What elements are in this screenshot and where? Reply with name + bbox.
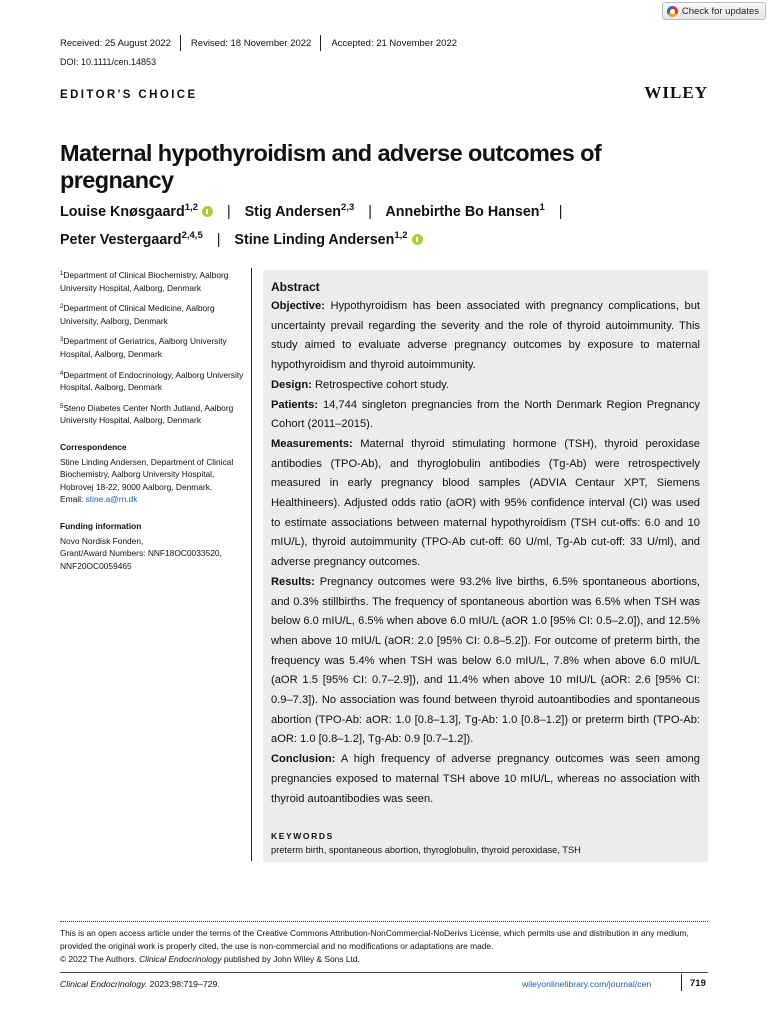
author-separator: | <box>216 232 221 248</box>
author-name[interactable]: Stig Andersen <box>244 204 342 220</box>
received-date: Received: 25 August 2022 <box>60 38 171 49</box>
author-line-2 <box>60 224 720 252</box>
affiliation-text: Steno Diabetes Center North Jutland, Aalborg University Hospital, Aalborg, Denmark <box>60 402 234 426</box>
keywords-heading: KEYWORDS <box>271 831 334 842</box>
author-list <box>60 196 720 252</box>
footer-bottom-divider <box>60 972 708 973</box>
journal-url-link[interactable]: wileyonlinelibrary.com/journal/cen <box>522 979 652 989</box>
page-number-divider <box>681 974 682 991</box>
abstract-section-text: Retrospective cohort study. <box>314 378 450 391</box>
author-separator: | <box>226 204 231 220</box>
funding-line: Novo Nordisk Fonden, <box>60 535 144 546</box>
author-affiliation-ref: 2,3 <box>341 202 355 213</box>
article-dates <box>60 38 466 51</box>
affiliation <box>60 368 248 394</box>
section-label: EDITOR'S CHOICE <box>60 89 198 101</box>
column-divider <box>251 268 252 861</box>
author-separator: | <box>368 204 372 220</box>
abstract-section <box>271 750 700 809</box>
abstract-heading: Abstract <box>271 280 320 294</box>
abstract-section <box>271 573 700 750</box>
affiliation-text: Department of Endocrinology, Aalborg University Hospital, Aalborg, Denmark <box>60 369 244 393</box>
author-name[interactable]: Stine Linding Andersen <box>234 232 395 248</box>
affiliation-number: 2 <box>60 304 64 311</box>
funding-heading: Funding information <box>60 520 142 531</box>
footer-divider <box>60 921 708 922</box>
affiliation-text: Department of Geriatrics, Aalborg University Hospital, Aalborg, Denmark <box>60 336 227 359</box>
abstract-section-label: Results: <box>271 575 315 588</box>
abstract-body <box>271 297 700 809</box>
publisher-logo: WILEY <box>644 83 708 102</box>
affiliation-text: Department of Clinical Medicine, Aalborg University, Aalborg, Denmark <box>60 303 215 326</box>
abstract-section-label: Measurements: <box>271 437 353 450</box>
page-number: 719 <box>690 978 706 989</box>
author-affiliation-ref: 1,2 <box>394 230 408 241</box>
crossmark-icon <box>667 6 678 17</box>
author-line-1 <box>60 196 720 224</box>
abstract-section-text: Pregnancy outcomes were 93.2% live births, 6.5% spontaneous abortions, and 0.3% stillbirths. The frequency of spontaneous abortion was 6.5% when TSH was below 6.0 mIU/L, 6.5% when above 6.0 mIU/L (aOR 1.0 [95% CI: 0.5–2.0]), and 12.5% when above 10 mIU/L (aOR: 2.0 [95% CI: 0.8–5.2]). For outcome of preterm birth, the frequency was 5.4% when TSH was below 6.0 mIU/L, 7.8% when above 6.0 mIU/L (aOR 1.5 [95% CI: 0.7–2.9]), and 11.4% when above 10 mIU/L (aOR: 2.6 [95% CI: 0.9–7.3]). No association was found between thyroid autoantibodies and spontaneous abortion (TPO-Ab: aOR: 1.0 [0.8–1.3], Tg-Ab: 1.0 [0.8–1.2]) or preterm birth (TPO-Ab: aOR: 1.0 [0.8–1.2], Tg-Ab: 0.9 [0.7–1.2]). <box>271 575 700 746</box>
abstract-section-text: A high frequency of adverse pregnancy outcomes was seen among pregnancies exposed to maternal TSH above 10 mIU/L, whereas no association with thyroid autoantibodies was seen. <box>271 753 700 805</box>
abstract-section <box>271 396 700 435</box>
author-affiliation-ref: 1,2 <box>184 202 198 213</box>
author-name[interactable]: Peter Vestergaard <box>60 232 182 248</box>
affiliation <box>60 334 248 360</box>
correspondence-email <box>60 493 248 506</box>
abstract-section-label: Design: <box>271 378 312 391</box>
license-notice <box>60 927 710 966</box>
abstract-section-label: Patients: <box>271 398 319 411</box>
license-text: This is an open access article under the terms of the Creative Commons Attribution-NonCommercial-NoDerivs License, which permits use and distribution in any medium, provided the original work is properly cited, the use is non-commercial and no modifications or adaptations are made. <box>60 928 689 951</box>
journal-citation <box>60 979 220 989</box>
author-affiliation-ref: 2,4,5 <box>181 230 203 241</box>
abstract-section <box>271 435 700 573</box>
doi[interactable]: DOI: 10.1111/cen.14853 <box>60 57 157 67</box>
affiliation-number: 1 <box>60 271 64 277</box>
affiliation-text: Department of Clinical Biochemistry, Aalborg University Hospital, Aalborg, Denmark <box>60 270 229 293</box>
funding-line: Grant/Award Numbers: NNF18OC0033520, NNF20OC0059465 <box>60 548 222 571</box>
orcid-icon[interactable] <box>412 234 423 245</box>
keywords-list: preterm birth, spontaneous abortion, thyroglobulin, thyroid peroxidase, TSH <box>271 845 581 856</box>
abstract-section-label: Conclusion: <box>271 753 336 766</box>
check-for-updates-label: Check for updates <box>681 5 759 17</box>
check-for-updates-button[interactable] <box>662 2 766 20</box>
author-name[interactable]: Annebirthe Bo Hansen <box>385 204 540 220</box>
citation-volume: 2023;98:719–729. <box>149 979 220 989</box>
date-divider <box>320 35 321 51</box>
email-label: Email: <box>60 494 84 505</box>
accepted-date: Accepted: 21 November 2022 <box>331 38 458 49</box>
author-affiliation-ref: 1 <box>539 202 545 213</box>
affiliation-number: 3 <box>60 337 64 344</box>
author-name[interactable]: Louise Knøsgaard <box>60 204 185 220</box>
abstract-section-text: Maternal thyroid stimulating hormone (TSH), thyroid peroxidase antibodies (TPO-Ab), and thyroglobulin antibodies (Tg-Ab) were retrospectively measured in early pregnancy blood samples (ADVIA Centaur XPT, Siemens Healthineers). Adjusted odds ratio (aOR) with 95% confidence interval (CI) was used to estimate associations between maternal hypothyroidism (TSH cut-offs: 6.0 and 10 mIU/L), thyroid autoimmunity (TPO-Ab cut-off: 60 U/ml, Tg-Ab cut-off: 33 U/ml), and adverse pregnancy outcomes. <box>271 437 700 569</box>
abstract-section-text: 14,744 singleton pregnancies from the North Denmark Region Pregnancy Cohort (2011–2015). <box>271 398 700 431</box>
copyright-prefix: © 2022 The Authors. <box>60 954 137 964</box>
revised-date: Revised: 18 November 2022 <box>190 38 312 49</box>
email-link[interactable]: stine.a@rn.dk <box>85 494 138 505</box>
copyright-journal: Clinical Endocrinology <box>139 954 222 964</box>
abstract-section <box>271 376 700 396</box>
copyright-suffix: published by John Wiley & Sons Ltd. <box>223 954 360 964</box>
affiliation-number: 5 <box>60 403 64 410</box>
abstract-section <box>271 297 700 376</box>
journal-name: Clinical Endocrinology. <box>60 979 148 989</box>
abstract-section-label: Objective: <box>271 300 325 312</box>
author-separator: | <box>558 204 563 220</box>
correspondence-text: Stine Linding Andersen, Department of Clinical Biochemistry, Aalborg University Hospital, Hobrovej 18-22, 9000 Aalborg, Denmark. <box>60 456 234 492</box>
affiliation <box>60 401 248 427</box>
correspondence-heading: Correspondence <box>60 441 127 452</box>
copyright-line <box>60 953 710 966</box>
article-title: Maternal hypothyroidism and adverse outcomes of pregnancy <box>60 140 602 193</box>
abstract-section-text: Hypothyroidism has been associated with pregnancy complications, but uncertainty prevail regarding the severity and the role of thyroid autoimmunity. This study aimed to evaluate adverse pregnancy outcomes by exposure to maternal hypothyroidism and thyroid autoimmunity. <box>271 300 700 372</box>
sidebar-info <box>60 268 248 572</box>
affiliation <box>60 301 248 327</box>
affiliation-number: 4 <box>60 370 64 377</box>
abstract-box <box>263 270 708 862</box>
affiliation <box>60 268 248 294</box>
date-divider <box>180 35 181 51</box>
orcid-icon[interactable] <box>202 206 213 217</box>
